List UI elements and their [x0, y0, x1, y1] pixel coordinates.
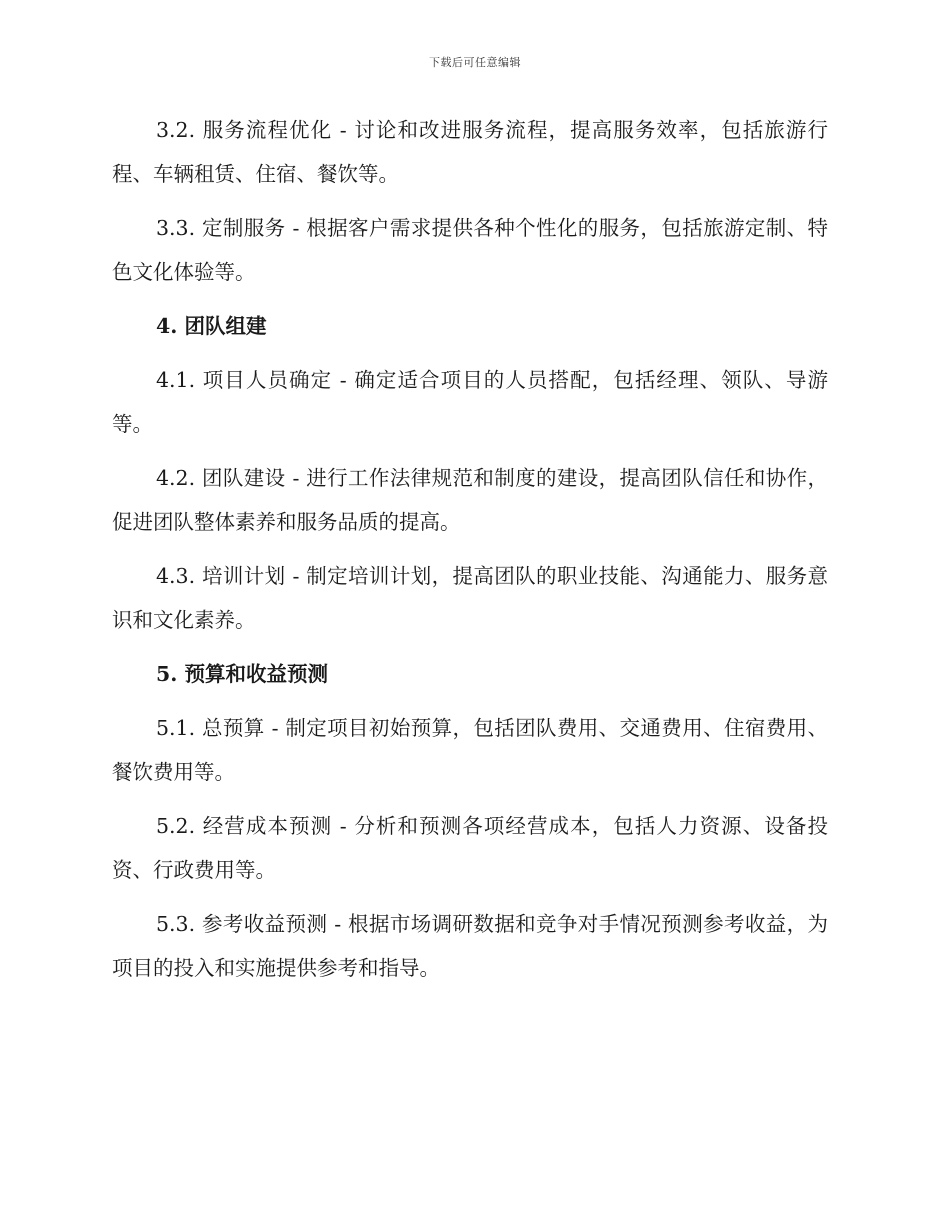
- paragraph-3-3: 3.3. 定制服务 - 根据客户需求提供各种个性化的服务，包括旅游定制、特色文化体验等。: [112, 216, 828, 284]
- paragraph-4-1: 4.1. 项目人员确定 - 确定适合项目的人员搭配，包括经理、领队、导游等。: [112, 368, 828, 436]
- paragraph-4-3: 4.3. 培训计划 - 制定培训计划，提高团队的职业技能、沟通能力、服务意识和文化素养。: [112, 564, 828, 632]
- paragraph-4-2: 4.2. 团队建设 - 进行工作法律规范和制度的建设，提高团队信任和协作，促进团队整体素养和服务品质的提高。: [112, 466, 828, 534]
- paragraph-5-1: 5.1. 总预算 - 制定项目初始预算，包括团队费用、交通费用、住宿费用、餐饮费用等。: [112, 716, 828, 784]
- section-heading-4: 4. 团队组建: [156, 314, 267, 338]
- paragraph-5-2: 5.2. 经营成本预测 - 分析和预测各项经营成本，包括人力资源、设备投资、行政费用等。: [112, 814, 828, 882]
- paragraph-3-2: 3.2. 服务流程优化 - 讨论和改进服务流程，提高服务效率，包括旅游行程、车辆租赁、住宿、餐饮等。: [112, 118, 828, 186]
- paragraph-5-3: 5.3. 参考收益预测 - 根据市场调研数据和竞争对手情况预测参考收益，为项目的投入和实施提供参考和指导。: [112, 912, 828, 980]
- page-header: 下载后可任意编辑: [429, 56, 521, 69]
- document-body: [112, 108, 828, 1000]
- section-heading-5: 5. 预算和收益预测: [156, 662, 329, 686]
